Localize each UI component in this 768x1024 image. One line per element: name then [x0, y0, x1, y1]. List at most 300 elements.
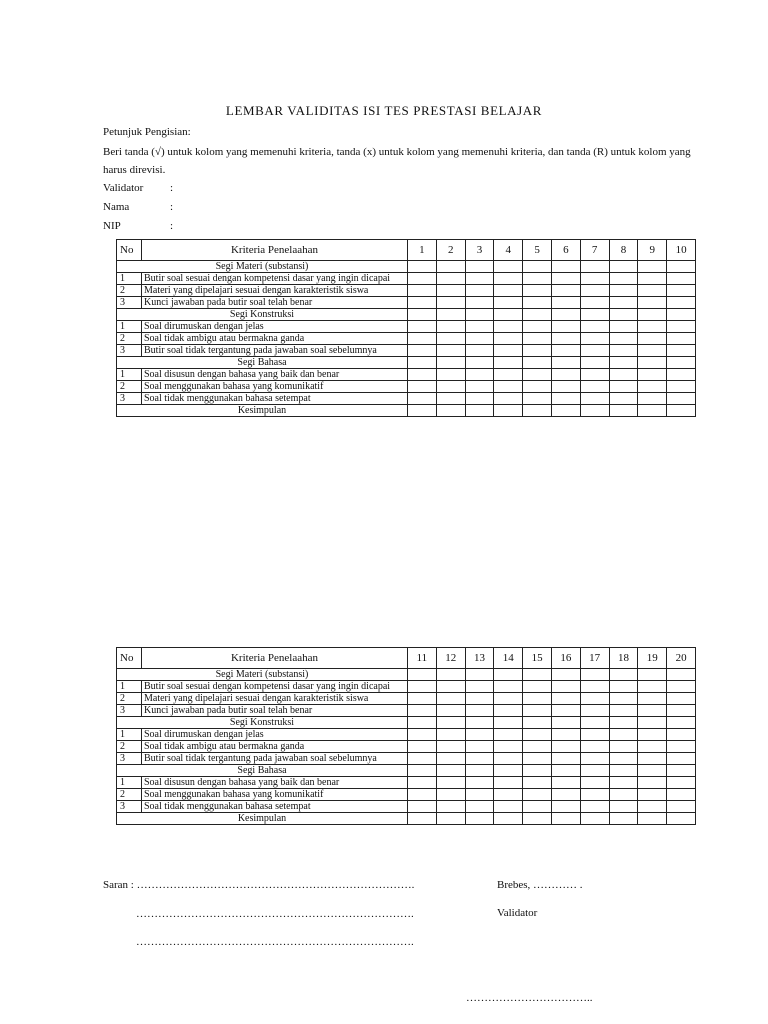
rating-cell-3	[465, 357, 494, 369]
rating-cell-8	[609, 369, 638, 381]
header-no: No	[117, 648, 142, 669]
rating-cell-18	[609, 717, 638, 729]
rating-cell-17	[580, 777, 609, 789]
rating-cell-7	[580, 285, 609, 297]
rating-cell-3	[465, 321, 494, 333]
rating-cell-15	[523, 801, 552, 813]
rating-cell-9	[638, 285, 667, 297]
header-column-10: 10	[667, 240, 696, 261]
rating-cell-5	[523, 285, 552, 297]
rating-cell-14	[494, 669, 523, 681]
rating-cell-9	[638, 261, 667, 273]
rating-cell-14	[494, 693, 523, 705]
rating-cell-2	[436, 297, 465, 309]
rating-cell-17	[580, 801, 609, 813]
item-number: 1	[117, 729, 142, 741]
nama-colon: :	[170, 201, 174, 213]
section-row	[117, 309, 696, 321]
rating-cell-10	[667, 273, 696, 285]
rating-cell-12	[436, 729, 465, 741]
rating-cell-5	[523, 369, 552, 381]
header-column-13: 13	[465, 648, 494, 669]
saran-line-2: ………………………………………………………………….	[136, 908, 414, 920]
rating-cell-20	[667, 813, 696, 825]
rating-cell-2	[436, 333, 465, 345]
item-criteria: Materi yang dipelajari sesuai dengan karakteristik siswa	[142, 693, 408, 705]
item-number: 2	[117, 789, 142, 801]
rating-cell-2	[436, 381, 465, 393]
rating-cell-7	[580, 405, 609, 417]
rating-cell-20	[667, 729, 696, 741]
rating-cell-5	[523, 309, 552, 321]
rating-cell-8	[609, 345, 638, 357]
item-criteria: Soal tidak menggunakan bahasa setempat	[142, 801, 408, 813]
rating-cell-10	[667, 333, 696, 345]
rating-cell-3	[465, 381, 494, 393]
rating-cell-13	[465, 729, 494, 741]
rating-cell-6	[551, 273, 580, 285]
header-criteria: Kriteria Penelaahan	[142, 648, 408, 669]
rating-cell-16	[551, 801, 580, 813]
rating-cell-8	[609, 261, 638, 273]
rating-cell-12	[436, 705, 465, 717]
table-row	[117, 681, 696, 693]
rating-cell-5	[523, 345, 552, 357]
header-column-20: 20	[667, 648, 696, 669]
rating-cell-13	[465, 669, 494, 681]
rating-cell-20	[667, 705, 696, 717]
item-criteria: Soal dirumuskan dengan jelas	[142, 729, 408, 741]
rating-cell-6	[551, 261, 580, 273]
rating-cell-4	[494, 381, 523, 393]
rating-cell-2	[436, 261, 465, 273]
rating-cell-8	[609, 357, 638, 369]
rating-cell-12	[436, 801, 465, 813]
rating-cell-8	[609, 285, 638, 297]
rating-cell-7	[580, 333, 609, 345]
item-criteria: Soal disusun dengan bahasa yang baik dan benar	[142, 777, 408, 789]
rating-cell-18	[609, 669, 638, 681]
rating-cell-16	[551, 753, 580, 765]
criteria-table-2	[116, 647, 696, 825]
validator-colon: :	[170, 182, 174, 194]
rating-cell-1	[408, 297, 437, 309]
item-number: 1	[117, 369, 142, 381]
rating-cell-16	[551, 705, 580, 717]
rating-cell-13	[465, 693, 494, 705]
rating-cell-14	[494, 729, 523, 741]
item-criteria: Soal tidak ambigu atau bermakna ganda	[142, 741, 408, 753]
section-title: Segi Konstruksi	[117, 717, 408, 729]
criteria-table-1	[116, 239, 696, 417]
rating-cell-20	[667, 777, 696, 789]
rating-cell-2	[436, 321, 465, 333]
header-column-16: 16	[551, 648, 580, 669]
saran-line-3: ………………………………………………………………….	[136, 936, 414, 948]
item-number: 3	[117, 705, 142, 717]
rating-cell-20	[667, 693, 696, 705]
rating-cell-14	[494, 753, 523, 765]
rating-cell-4	[494, 369, 523, 381]
rating-cell-1	[408, 405, 437, 417]
rating-cell-7	[580, 261, 609, 273]
rating-cell-10	[667, 345, 696, 357]
rating-cell-18	[609, 693, 638, 705]
rating-cell-8	[609, 333, 638, 345]
rating-cell-16	[551, 765, 580, 777]
table-row	[117, 693, 696, 705]
rating-cell-13	[465, 813, 494, 825]
rating-cell-1	[408, 369, 437, 381]
rating-cell-9	[638, 381, 667, 393]
rating-cell-12	[436, 777, 465, 789]
rating-cell-17	[580, 813, 609, 825]
rating-cell-8	[609, 393, 638, 405]
rating-cell-20	[667, 681, 696, 693]
rating-cell-20	[667, 669, 696, 681]
rating-cell-9	[638, 333, 667, 345]
rating-cell-3	[465, 345, 494, 357]
rating-cell-19	[638, 681, 667, 693]
rating-cell-9	[638, 357, 667, 369]
section-title: Segi Materi (substansi)	[117, 669, 408, 681]
rating-cell-16	[551, 681, 580, 693]
rating-cell-8	[609, 309, 638, 321]
item-number: 1	[117, 273, 142, 285]
rating-cell-15	[523, 669, 552, 681]
rating-cell-19	[638, 789, 667, 801]
rating-cell-1	[408, 357, 437, 369]
item-number: 1	[117, 681, 142, 693]
rating-cell-4	[494, 333, 523, 345]
rating-cell-13	[465, 705, 494, 717]
header-column-15: 15	[523, 648, 552, 669]
rating-cell-3	[465, 297, 494, 309]
rating-cell-6	[551, 345, 580, 357]
rating-cell-15	[523, 753, 552, 765]
rating-cell-17	[580, 789, 609, 801]
rating-cell-5	[523, 405, 552, 417]
header-column-2: 2	[436, 240, 465, 261]
item-criteria: Butir soal sesuai dengan kompetensi dasar yang ingin dicapai	[142, 681, 408, 693]
rating-cell-17	[580, 717, 609, 729]
rating-cell-9	[638, 345, 667, 357]
rating-cell-19	[638, 753, 667, 765]
section-row	[117, 669, 696, 681]
rating-cell-16	[551, 813, 580, 825]
rating-cell-16	[551, 741, 580, 753]
rating-cell-11	[408, 813, 437, 825]
rating-cell-19	[638, 741, 667, 753]
rating-cell-13	[465, 741, 494, 753]
rating-cell-1	[408, 381, 437, 393]
rating-cell-3	[465, 309, 494, 321]
item-number: 3	[117, 801, 142, 813]
rating-cell-2	[436, 285, 465, 297]
rating-cell-15	[523, 765, 552, 777]
rating-cell-11	[408, 789, 437, 801]
rating-cell-1	[408, 261, 437, 273]
item-number: 2	[117, 693, 142, 705]
rating-cell-10	[667, 357, 696, 369]
rating-cell-14	[494, 717, 523, 729]
rating-cell-19	[638, 765, 667, 777]
rating-cell-13	[465, 765, 494, 777]
section-row	[117, 261, 696, 273]
rating-cell-7	[580, 309, 609, 321]
rating-cell-16	[551, 669, 580, 681]
rating-cell-9	[638, 273, 667, 285]
rating-cell-14	[494, 801, 523, 813]
rating-cell-18	[609, 705, 638, 717]
rating-cell-9	[638, 297, 667, 309]
rating-cell-11	[408, 717, 437, 729]
rating-cell-16	[551, 729, 580, 741]
rating-cell-1	[408, 345, 437, 357]
rating-cell-2	[436, 369, 465, 381]
rating-cell-14	[494, 765, 523, 777]
table-row	[117, 789, 696, 801]
rating-cell-10	[667, 285, 696, 297]
rating-cell-7	[580, 357, 609, 369]
rating-cell-17	[580, 693, 609, 705]
item-number: 2	[117, 285, 142, 297]
rating-cell-6	[551, 369, 580, 381]
item-criteria: Butir soal tidak tergantung pada jawaban soal sebelumnya	[142, 753, 408, 765]
item-criteria: Soal menggunakan bahasa yang komunikatif	[142, 381, 408, 393]
header-column-12: 12	[436, 648, 465, 669]
rating-cell-4	[494, 285, 523, 297]
rating-cell-12	[436, 669, 465, 681]
table-row	[117, 741, 696, 753]
saran-line-1: Saran : ………………………………………………………………….	[103, 879, 415, 891]
rating-cell-9	[638, 393, 667, 405]
rating-cell-11	[408, 801, 437, 813]
table-row	[117, 777, 696, 789]
nip-label: NIP	[103, 220, 121, 232]
rating-cell-15	[523, 789, 552, 801]
item-number: 2	[117, 381, 142, 393]
table-row	[117, 705, 696, 717]
item-criteria: Kunci jawaban pada butir soal telah benar	[142, 297, 408, 309]
rating-cell-16	[551, 717, 580, 729]
rating-cell-6	[551, 381, 580, 393]
item-number: 1	[117, 777, 142, 789]
rating-cell-13	[465, 717, 494, 729]
header-column-18: 18	[609, 648, 638, 669]
rating-cell-18	[609, 753, 638, 765]
header-column-14: 14	[494, 648, 523, 669]
table-header-row	[117, 240, 696, 261]
rating-cell-3	[465, 273, 494, 285]
rating-cell-3	[465, 285, 494, 297]
rating-cell-11	[408, 741, 437, 753]
section-row	[117, 357, 696, 369]
rating-cell-2	[436, 357, 465, 369]
rating-cell-17	[580, 705, 609, 717]
rating-cell-4	[494, 297, 523, 309]
rating-cell-19	[638, 777, 667, 789]
section-title: Segi Konstruksi	[117, 309, 408, 321]
header-column-1: 1	[408, 240, 437, 261]
rating-cell-18	[609, 741, 638, 753]
header-column-17: 17	[580, 648, 609, 669]
rating-cell-16	[551, 777, 580, 789]
rating-cell-6	[551, 321, 580, 333]
header-column-9: 9	[638, 240, 667, 261]
rating-cell-4	[494, 273, 523, 285]
item-criteria: Soal tidak menggunakan bahasa setempat	[142, 393, 408, 405]
rating-cell-1	[408, 285, 437, 297]
rating-cell-18	[609, 777, 638, 789]
rating-cell-15	[523, 813, 552, 825]
rating-cell-13	[465, 789, 494, 801]
table-row	[117, 381, 696, 393]
instructions-text: Beri tanda (√) untuk kolom yang memenuhi kriteria, tanda (x) untuk kolom yang memenuhi kriteria, dan tanda (R) untuk kolom yang	[103, 146, 691, 158]
header-column-7: 7	[580, 240, 609, 261]
rating-cell-11	[408, 729, 437, 741]
rating-cell-6	[551, 309, 580, 321]
rating-cell-12	[436, 741, 465, 753]
rating-cell-6	[551, 333, 580, 345]
rating-cell-20	[667, 753, 696, 765]
table-row	[117, 393, 696, 405]
rating-cell-17	[580, 753, 609, 765]
rating-cell-10	[667, 393, 696, 405]
table-row	[117, 297, 696, 309]
table-row	[117, 345, 696, 357]
rating-cell-14	[494, 681, 523, 693]
rating-cell-19	[638, 693, 667, 705]
item-number: 3	[117, 393, 142, 405]
place-date: Brebes, ………… .	[497, 879, 583, 891]
table-row	[117, 273, 696, 285]
rating-cell-5	[523, 321, 552, 333]
rating-cell-15	[523, 705, 552, 717]
table-row	[117, 729, 696, 741]
rating-cell-1	[408, 309, 437, 321]
item-number: 3	[117, 345, 142, 357]
rating-cell-4	[494, 261, 523, 273]
rating-cell-5	[523, 393, 552, 405]
rating-cell-5	[523, 261, 552, 273]
rating-cell-6	[551, 393, 580, 405]
header-column-8: 8	[609, 240, 638, 261]
rating-cell-17	[580, 669, 609, 681]
rating-cell-7	[580, 369, 609, 381]
rating-cell-12	[436, 717, 465, 729]
rating-cell-19	[638, 717, 667, 729]
rating-cell-15	[523, 777, 552, 789]
rating-cell-15	[523, 693, 552, 705]
rating-cell-11	[408, 705, 437, 717]
rating-cell-13	[465, 777, 494, 789]
section-title: Segi Materi (substansi)	[117, 261, 408, 273]
rating-cell-6	[551, 285, 580, 297]
rating-cell-18	[609, 765, 638, 777]
rating-cell-3	[465, 333, 494, 345]
signature-line: ……………………………..	[466, 992, 593, 1004]
rating-cell-9	[638, 369, 667, 381]
rating-cell-3	[465, 369, 494, 381]
item-criteria: Kunci jawaban pada butir soal telah benar	[142, 705, 408, 717]
nip-colon: :	[170, 220, 174, 232]
document-title: LEMBAR VALIDITAS ISI TES PRESTASI BELAJAR	[225, 103, 543, 118]
rating-cell-12	[436, 789, 465, 801]
rating-cell-18	[609, 729, 638, 741]
table-header-row	[117, 648, 696, 669]
table-row	[117, 369, 696, 381]
rating-cell-2	[436, 273, 465, 285]
rating-cell-4	[494, 405, 523, 417]
rating-cell-5	[523, 381, 552, 393]
rating-cell-13	[465, 801, 494, 813]
rating-cell-17	[580, 765, 609, 777]
rating-cell-10	[667, 321, 696, 333]
header-column-3: 3	[465, 240, 494, 261]
section-title: Segi Bahasa	[117, 765, 408, 777]
rating-cell-11	[408, 765, 437, 777]
conclusion-label: Kesimpulan	[117, 405, 408, 417]
rating-cell-15	[523, 741, 552, 753]
rating-cell-20	[667, 741, 696, 753]
rating-cell-11	[408, 669, 437, 681]
rating-cell-6	[551, 357, 580, 369]
rating-cell-4	[494, 345, 523, 357]
rating-cell-8	[609, 297, 638, 309]
rating-cell-16	[551, 789, 580, 801]
rating-cell-6	[551, 297, 580, 309]
table-row	[117, 801, 696, 813]
rating-cell-20	[667, 717, 696, 729]
rating-cell-8	[609, 321, 638, 333]
rating-cell-5	[523, 273, 552, 285]
item-number: 3	[117, 297, 142, 309]
instructions-label: Petunjuk Pengisian:	[103, 126, 191, 138]
item-criteria: Soal menggunakan bahasa yang komunikatif	[142, 789, 408, 801]
rating-cell-9	[638, 309, 667, 321]
rating-cell-19	[638, 813, 667, 825]
rating-cell-1	[408, 333, 437, 345]
rating-cell-6	[551, 405, 580, 417]
validator-signature-label: Validator	[497, 907, 538, 919]
rating-cell-15	[523, 681, 552, 693]
section-title: Segi Bahasa	[117, 357, 408, 369]
rating-cell-8	[609, 405, 638, 417]
rating-cell-5	[523, 297, 552, 309]
rating-cell-12	[436, 765, 465, 777]
rating-cell-7	[580, 273, 609, 285]
rating-cell-12	[436, 813, 465, 825]
rating-cell-13	[465, 681, 494, 693]
rating-cell-11	[408, 681, 437, 693]
item-criteria: Soal disusun dengan bahasa yang baik dan benar	[142, 369, 408, 381]
rating-cell-3	[465, 393, 494, 405]
rating-cell-19	[638, 801, 667, 813]
rating-cell-7	[580, 321, 609, 333]
rating-cell-5	[523, 333, 552, 345]
item-criteria: Materi yang dipelajari sesuai dengan karakteristik siswa	[142, 285, 408, 297]
rating-cell-1	[408, 393, 437, 405]
item-number: 3	[117, 753, 142, 765]
rating-cell-7	[580, 381, 609, 393]
item-criteria: Soal dirumuskan dengan jelas	[142, 321, 408, 333]
rating-cell-13	[465, 753, 494, 765]
header-criteria: Kriteria Penelaahan	[142, 240, 408, 261]
rating-cell-10	[667, 297, 696, 309]
rating-cell-17	[580, 681, 609, 693]
item-criteria: Soal tidak ambigu atau bermakna ganda	[142, 333, 408, 345]
